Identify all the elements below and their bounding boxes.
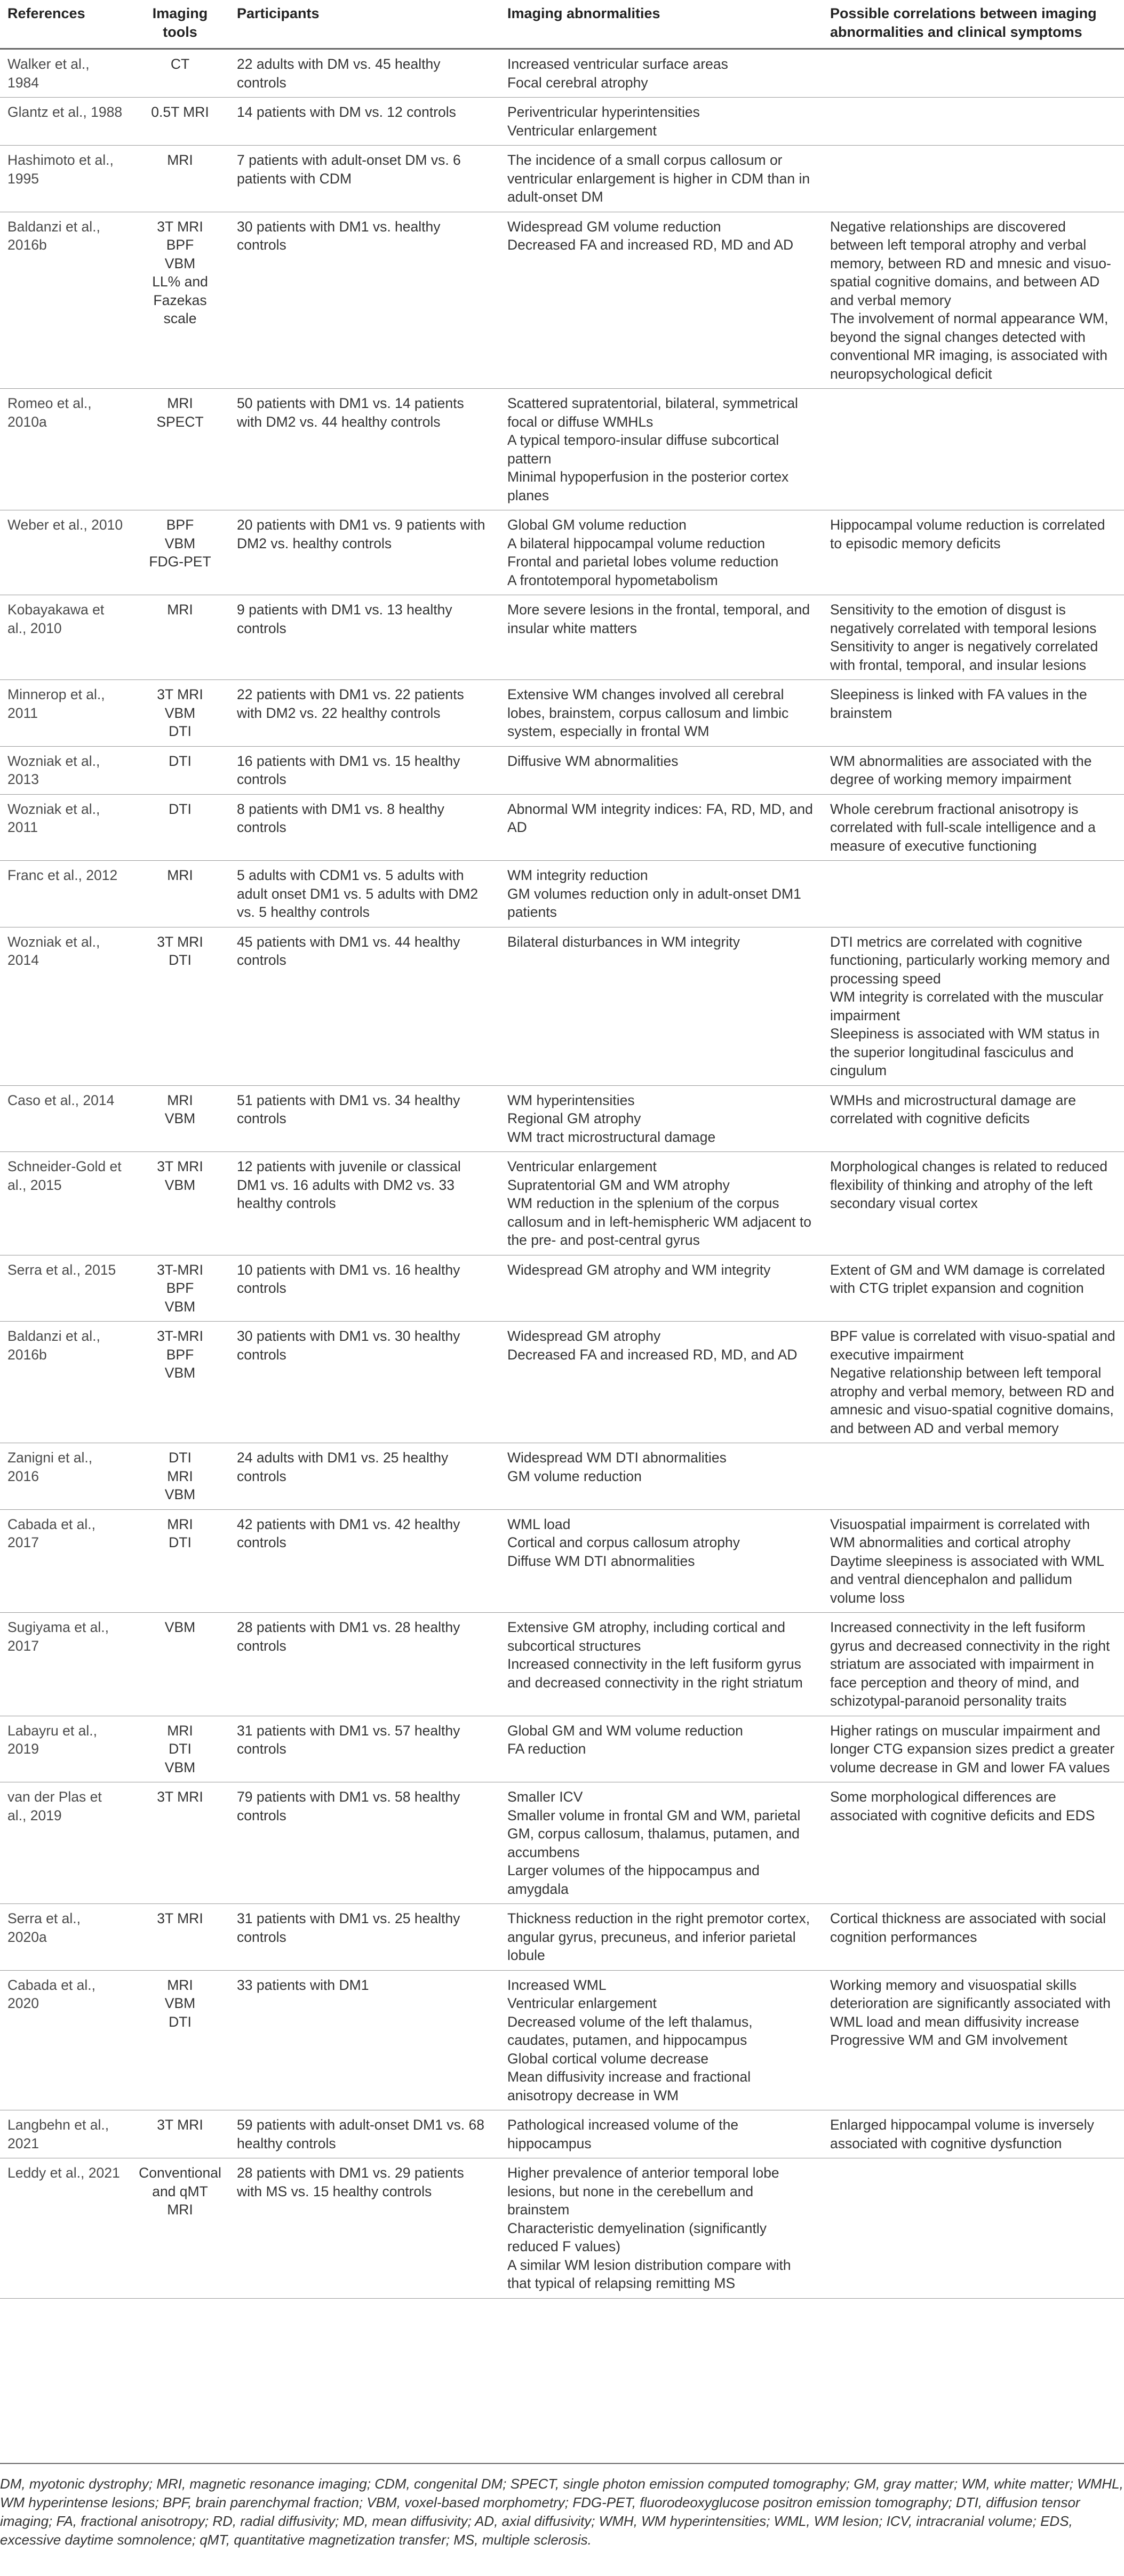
abnormality-item: Pathological increased volume of the hippocampus bbox=[507, 2117, 739, 2151]
table-row bbox=[0, 1255, 1124, 1322]
imaging-tools-cell bbox=[131, 1255, 229, 1322]
imaging-tools-cell bbox=[131, 1085, 229, 1152]
abnormalities-cell bbox=[500, 2158, 823, 2299]
abnormality-item: Scattered supratentorial, bilateral, symmetrical focal or diffuse WMHLs bbox=[507, 395, 798, 430]
abnormality-item: Ventricular enlargement bbox=[507, 1995, 657, 2011]
imaging-tool: 3T-MRI bbox=[157, 1261, 203, 1278]
reference-cell: Caso et al., 2014 bbox=[0, 1085, 131, 1152]
header-correlations: Possible correlations between imaging abnormalities and clinical symptoms bbox=[823, 0, 1124, 49]
abnormality-item: Global GM volume reduction bbox=[507, 517, 687, 533]
imaging-tool: DTI bbox=[169, 952, 192, 968]
correlation-item: Sensitivity to anger is negatively correlated with frontal, temporal, and insular lesions bbox=[830, 638, 1098, 673]
imaging-tools-cell bbox=[131, 2158, 229, 2299]
abnormalities-cell bbox=[500, 1443, 823, 1510]
abnormality-item: Thickness reduction in the right premotor cortex, angular gyrus, precuneus, and inferior parietal lobule bbox=[507, 1910, 810, 1963]
imaging-tool: MRI bbox=[167, 1468, 193, 1484]
participants-cell: 22 patients with DM1 vs. 22 patients with DM2 vs. 22 healthy controls bbox=[229, 680, 500, 747]
participants-cell: 7 patients with adult-onset DM vs. 6 patients with CDM bbox=[229, 146, 500, 212]
imaging-tools-cell bbox=[131, 1904, 229, 1971]
abnormalities-cell bbox=[500, 1255, 823, 1322]
abnormality-item: Extensive GM atrophy, including cortical and subcortical structures bbox=[507, 1619, 785, 1654]
abnormality-item: Cortical and corpus callosum atrophy bbox=[507, 1534, 740, 1550]
reference-cell: Cabada et al., 2020 bbox=[0, 1970, 131, 2110]
abnormalities-cell bbox=[500, 1970, 823, 2110]
reference-cell: Wozniak et al., 2013 bbox=[0, 746, 131, 794]
table-row bbox=[0, 1443, 1124, 1510]
participants-cell: 9 patients with DM1 vs. 13 healthy controls bbox=[229, 595, 500, 680]
imaging-tools-cell bbox=[131, 389, 229, 510]
imaging-tool: CT bbox=[170, 56, 190, 72]
footnote-text: DM, myotonic dystrophy; MRI, magnetic resonance imaging; CDM, congenital DM; SPECT, single photon emission computed tomography; GM, gray matter; WM, white matter; WMHL, WM hyperintense lesions; BPF, brain parenchymal fraction; VBM, voxel-based morphometry; FDG-PET, fluorodeoxyglucose positron emission tomography; DTI, diffusion tensor imaging; FA, fractional anisotropy; RD, radial diffusivity; MD, mean diffusivity; AD, axial diffusivity; WMH, WM hyperintensities; WML, WM lesion; ICV, intracranial volume; EDS, excessive daytime somnolence; qMT, quantitative magnetization transfer; MS, multiple sclerosis. bbox=[0, 2476, 1123, 2548]
imaging-tool: MRI bbox=[167, 602, 193, 618]
correlation-item: Extent of GM and WM damage is correlated with CTG triplet expansion and cognition bbox=[830, 1261, 1105, 1296]
correlation-item: Negative relationships are discovered between left temporal atrophy and verbal memory, between RD and mnesic and visuo-spatial cognitive domains, and between AD and verbal memory bbox=[830, 218, 1111, 308]
reference-cell: Glantz et al., 1988 bbox=[0, 98, 131, 146]
abnormality-item: Ventricular enlargement bbox=[507, 122, 657, 139]
imaging-tools-cell bbox=[131, 746, 229, 794]
abnormality-item: Diffuse WM DTI abnormalities bbox=[507, 1553, 695, 1569]
abnormality-item: Increased connectivity in the left fusiform gyrus and decreased connectivity in the right striatum bbox=[507, 1656, 803, 1691]
participants-cell: 8 patients with DM1 vs. 8 healthy controls bbox=[229, 794, 500, 861]
table-row bbox=[0, 212, 1124, 389]
correlation-item: Progressive WM and GM involvement bbox=[830, 2032, 1067, 2048]
participants-cell: 10 patients with DM1 vs. 16 healthy controls bbox=[229, 1255, 500, 1322]
table-row bbox=[0, 2110, 1124, 2158]
correlation-item: Enlarged hippocampal volume is inversely associated with cognitive dysfunction bbox=[830, 2117, 1094, 2151]
table-row bbox=[0, 1782, 1124, 1904]
abnormalities-cell bbox=[500, 794, 823, 861]
reference-cell: Baldanzi et al., 2016b bbox=[0, 1322, 131, 1443]
imaging-tool: DTI bbox=[169, 1450, 192, 1466]
imaging-tool: 3T MRI bbox=[157, 1158, 203, 1174]
correlations-cell bbox=[823, 2110, 1124, 2158]
participants-cell: 24 adults with DM1 vs. 25 healthy controls bbox=[229, 1443, 500, 1510]
correlations-cell bbox=[823, 1509, 1124, 1613]
participants-cell: 79 patients with DM1 vs. 58 healthy controls bbox=[229, 1782, 500, 1904]
imaging-tool: BPF bbox=[166, 1346, 194, 1363]
imaging-tools-cell bbox=[131, 927, 229, 1085]
correlations-cell bbox=[823, 794, 1124, 861]
reference-cell: Cabada et al., 2017 bbox=[0, 1509, 131, 1613]
imaging-tool: MRI bbox=[167, 1977, 193, 1993]
imaging-tool: VBM bbox=[164, 535, 196, 551]
imaging-tools-cell bbox=[131, 680, 229, 747]
abnormality-item: Higher prevalence of anterior temporal lobe lesions, but none in the cerebellum and brainstem bbox=[507, 2165, 779, 2218]
table-row bbox=[0, 680, 1124, 747]
table-row bbox=[0, 1904, 1124, 1971]
abnormalities-cell bbox=[500, 389, 823, 510]
correlations-cell bbox=[823, 1085, 1124, 1152]
table-row bbox=[0, 861, 1124, 927]
imaging-tools-cell bbox=[131, 1716, 229, 1782]
imaging-tools-cell bbox=[131, 49, 229, 98]
abnormality-item: Widespread WM DTI abnormalities bbox=[507, 1450, 727, 1466]
imaging-tool: MRI bbox=[167, 867, 193, 883]
abnormality-item: Smaller ICV bbox=[507, 1789, 583, 1805]
abnormalities-cell bbox=[500, 746, 823, 794]
header-participants: Participants bbox=[229, 0, 500, 49]
correlations-cell bbox=[823, 1255, 1124, 1322]
correlation-item: Hippocampal volume reduction is correlated to episodic memory deficits bbox=[830, 517, 1105, 551]
abnormalities-cell bbox=[500, 1716, 823, 1782]
abnormality-item: Abnormal WM integrity indices: FA, RD, MD, and AD bbox=[507, 801, 813, 835]
correlation-item: WMHs and microstructural damage are correlated with cognitive deficits bbox=[830, 1092, 1076, 1126]
reference-cell: Serra et al., 2020a bbox=[0, 1904, 131, 1971]
correlation-item: Some morphological differences are associated with cognitive deficits and EDS bbox=[830, 1789, 1095, 1823]
imaging-tool: SPECT bbox=[156, 413, 204, 430]
reference-cell: Schneider-Gold et al., 2015 bbox=[0, 1152, 131, 1255]
table-row bbox=[0, 746, 1124, 794]
imaging-tool: MRI bbox=[167, 1516, 193, 1532]
abnormality-item: GM volumes reduction only in adult-onset DM1 patients bbox=[507, 885, 801, 920]
abnormalities-cell bbox=[500, 1782, 823, 1904]
imaging-tools-cell bbox=[131, 794, 229, 861]
reference-cell: Wozniak et al., 2011 bbox=[0, 794, 131, 861]
correlations-cell bbox=[823, 146, 1124, 212]
abnormality-item: WM integrity reduction bbox=[507, 867, 648, 883]
imaging-tool: 3T MRI bbox=[157, 1910, 203, 1926]
abnormalities-cell bbox=[500, 927, 823, 1085]
table-row bbox=[0, 1716, 1124, 1782]
imaging-tool: BPF bbox=[166, 237, 194, 253]
correlation-item: Whole cerebrum fractional anisotropy is correlated with full-scale intelligence and a measure of executive functioning bbox=[830, 801, 1096, 854]
correlation-item: Sensitivity to the emotion of disgust is negatively correlated with temporal lesions bbox=[830, 602, 1097, 636]
imaging-tool: BPF bbox=[166, 1280, 194, 1296]
correlation-item: Visuospatial impairment is correlated with WM abnormalities and cortical atrophy bbox=[830, 1516, 1090, 1550]
table-row bbox=[0, 49, 1124, 98]
abnormalities-cell bbox=[500, 212, 823, 389]
participants-cell: 30 patients with DM1 vs. healthy controls bbox=[229, 212, 500, 389]
table-header-row bbox=[0, 0, 1124, 49]
imaging-tools-cell bbox=[131, 861, 229, 927]
correlations-cell bbox=[823, 1904, 1124, 1971]
imaging-tool: DTI bbox=[169, 723, 192, 739]
table-row bbox=[0, 146, 1124, 212]
correlation-item: Sleepiness is associated with WM status in the superior longitudinal fasciculus and cingulum bbox=[830, 1026, 1100, 1078]
table-row bbox=[0, 98, 1124, 146]
imaging-tool: 3T MRI bbox=[157, 1789, 203, 1805]
reference-cell: Walker et al., 1984 bbox=[0, 49, 131, 98]
abnormality-item: Ventricular enlargement bbox=[507, 1158, 657, 1174]
abnormalities-cell bbox=[500, 49, 823, 98]
abnormality-item: Focal cerebral atrophy bbox=[507, 74, 648, 91]
abnormality-item: GM volume reduction bbox=[507, 1468, 642, 1484]
table-row bbox=[0, 1322, 1124, 1443]
participants-cell: 30 patients with DM1 vs. 30 healthy controls bbox=[229, 1322, 500, 1443]
table-footnote bbox=[0, 2463, 1124, 2549]
imaging-tools-cell bbox=[131, 1613, 229, 1716]
imaging-tool: VBM bbox=[164, 1177, 196, 1193]
imaging-tool: DTI bbox=[169, 801, 192, 817]
abnormality-item: Widespread GM atrophy bbox=[507, 1328, 661, 1344]
reference-cell: Minnerop et al., 2011 bbox=[0, 680, 131, 747]
reference-cell: Wozniak et al., 2014 bbox=[0, 927, 131, 1085]
table-row bbox=[0, 1085, 1124, 1152]
imaging-tool: DTI bbox=[169, 1741, 192, 1757]
abnormality-item: Supratentorial GM and WM atrophy bbox=[507, 1177, 730, 1193]
table-row bbox=[0, 927, 1124, 1085]
abnormality-item: Characteristic demyelination (significantly reduced F values) bbox=[507, 2220, 767, 2254]
header-references: References bbox=[0, 0, 131, 49]
imaging-tool: VBM bbox=[164, 1619, 196, 1635]
correlation-item: Negative relationship between left temporal atrophy and verbal memory, between RD and amnesic and visuo-spatial cognitive domains, and between AD and verbal memory bbox=[830, 1365, 1114, 1436]
reference-cell: Leddy et al., 2021 bbox=[0, 2158, 131, 2299]
abnormality-item: Widespread GM volume reduction bbox=[507, 218, 721, 235]
abnormalities-cell bbox=[500, 98, 823, 146]
abnormality-item: A typical temporo-insular diffuse subcortical pattern bbox=[507, 432, 779, 467]
imaging-tools-cell bbox=[131, 595, 229, 680]
abnormality-item: Increased WML bbox=[507, 1977, 607, 1993]
imaging-tools-cell bbox=[131, 2110, 229, 2158]
abnormality-item: Larger volumes of the hippocampus and amygdala bbox=[507, 1862, 760, 1897]
table-row bbox=[0, 510, 1124, 595]
abnormalities-cell bbox=[500, 1322, 823, 1443]
correlation-item: Sleepiness is linked with FA values in the brainstem bbox=[830, 686, 1087, 721]
participants-cell: 20 patients with DM1 vs. 9 patients with DM2 vs. healthy controls bbox=[229, 510, 500, 595]
imaging-tool: MRI bbox=[167, 1722, 193, 1739]
imaging-tool: VBM bbox=[164, 1298, 196, 1315]
abnormality-item: Minimal hypoperfusion in the posterior cortex planes bbox=[507, 469, 789, 503]
abnormalities-cell bbox=[500, 680, 823, 747]
correlations-cell bbox=[823, 595, 1124, 680]
correlation-item: BPF value is correlated with visuo-spatial and executive impairment bbox=[830, 1328, 1115, 1363]
abnormalities-cell bbox=[500, 1152, 823, 1255]
abnormality-item: WML load bbox=[507, 1516, 571, 1532]
correlation-item: DTI metrics are correlated with cognitive functioning, particularly working memory and processing speed bbox=[830, 933, 1110, 987]
correlations-cell bbox=[823, 2158, 1124, 2299]
reference-cell: van der Plas et al., 2019 bbox=[0, 1782, 131, 1904]
abnormalities-cell bbox=[500, 1613, 823, 1716]
imaging-tools-cell bbox=[131, 1782, 229, 1904]
participants-cell: 51 patients with DM1 vs. 34 healthy controls bbox=[229, 1085, 500, 1152]
imaging-tool: BPF bbox=[166, 517, 194, 533]
correlation-item: WM integrity is correlated with the muscular impairment bbox=[830, 989, 1104, 1023]
abnormality-item: Widespread GM atrophy and WM integrity bbox=[507, 1261, 771, 1278]
participants-cell: 16 patients with DM1 vs. 15 healthy controls bbox=[229, 746, 500, 794]
abnormality-item: WM hyperintensities bbox=[507, 1092, 635, 1108]
correlations-cell bbox=[823, 746, 1124, 794]
participants-cell: 5 adults with CDM1 vs. 5 adults with adult onset DM1 vs. 5 adults with DM2 vs. 5 healthy controls bbox=[229, 861, 500, 927]
abnormalities-cell bbox=[500, 595, 823, 680]
abnormality-item: Global cortical volume decrease bbox=[507, 2050, 709, 2067]
imaging-tool: 3T-MRI bbox=[157, 1328, 203, 1344]
abnormality-item: A similar WM lesion distribution compare with that typical of relapsing remitting MS bbox=[507, 2257, 791, 2291]
correlations-cell bbox=[823, 1613, 1124, 1716]
reference-cell: Franc et al., 2012 bbox=[0, 861, 131, 927]
imaging-tool: MRI bbox=[167, 1092, 193, 1108]
imaging-tools-cell bbox=[131, 1152, 229, 1255]
abnormality-item: Bilateral disturbances in WM integrity bbox=[507, 933, 740, 950]
reference-cell: Baldanzi et al., 2016b bbox=[0, 212, 131, 389]
imaging-tool: FDG-PET bbox=[149, 554, 211, 570]
abnormality-item: Decreased FA and increased RD, MD, and AD bbox=[507, 1346, 798, 1363]
participants-cell: 59 patients with adult-onset DM1 vs. 68 healthy controls bbox=[229, 2110, 500, 2158]
abnormality-item: Periventricular hyperintensities bbox=[507, 104, 700, 120]
imaging-tool: 3T MRI bbox=[157, 2117, 203, 2133]
imaging-tool: 3T MRI bbox=[157, 686, 203, 702]
participants-cell: 42 patients with DM1 vs. 42 healthy controls bbox=[229, 1509, 500, 1613]
table-row bbox=[0, 1613, 1124, 1716]
correlations-cell bbox=[823, 1716, 1124, 1782]
reference-cell: Kobayakawa et al., 2010 bbox=[0, 595, 131, 680]
imaging-tool: VBM bbox=[164, 705, 196, 721]
imaging-tools-cell bbox=[131, 1322, 229, 1443]
reference-cell: Langbehn et al., 2021 bbox=[0, 2110, 131, 2158]
imaging-tool: VBM bbox=[164, 255, 196, 271]
abnormalities-cell bbox=[500, 1085, 823, 1152]
correlation-item: Working memory and visuospatial skills deterioration are significantly associated with WML load and mean diffusivity increase bbox=[830, 1977, 1111, 2030]
abnormality-item: Mean diffusivity increase and fractional anisotropy decrease in WM bbox=[507, 2069, 751, 2103]
correlation-item: Increased connectivity in the left fusiform gyrus and decreased connectivity in the right striatum are associated with impairment in face perception and theory of mind, and schizotypal-paranoid personality traits bbox=[830, 1619, 1110, 1709]
imaging-tool: 0.5T MRI bbox=[151, 104, 209, 120]
correlations-cell bbox=[823, 212, 1124, 389]
correlations-cell bbox=[823, 389, 1124, 510]
imaging-tools-cell bbox=[131, 98, 229, 146]
reference-cell: Zanigni et al., 2016 bbox=[0, 1443, 131, 1510]
abnormalities-cell bbox=[500, 1509, 823, 1613]
correlations-cell bbox=[823, 510, 1124, 595]
participants-cell: 31 patients with DM1 vs. 25 healthy controls bbox=[229, 1904, 500, 1971]
abnormality-item: WM tract microstructural damage bbox=[507, 1129, 716, 1145]
participants-cell: 45 patients with DM1 vs. 44 healthy controls bbox=[229, 927, 500, 1085]
participants-cell: 31 patients with DM1 vs. 57 healthy controls bbox=[229, 1716, 500, 1782]
abnormalities-cell bbox=[500, 2110, 823, 2158]
correlation-item: Morphological changes is related to reduced flexibility of thinking and atrophy of the left secondary visual cortex bbox=[830, 1158, 1108, 1211]
abnormality-item: FA reduction bbox=[507, 1741, 586, 1757]
correlation-item: Cortical thickness are associated with social cognition performances bbox=[830, 1910, 1106, 1945]
abnormality-item: Global GM and WM volume reduction bbox=[507, 1722, 743, 1739]
correlation-item: Higher ratings on muscular impairment and longer CTG expansion sizes predict a greater volume decrease in GM and lower FA values bbox=[830, 1722, 1115, 1775]
abnormality-item: Increased ventricular surface areas bbox=[507, 56, 728, 72]
imaging-tool: DTI bbox=[169, 1534, 192, 1550]
participants-cell: 28 patients with DM1 vs. 29 patients with MS vs. 15 healthy controls bbox=[229, 2158, 500, 2299]
imaging-tools-cell bbox=[131, 510, 229, 595]
reference-cell: Romeo et al., 2010a bbox=[0, 389, 131, 510]
table-row bbox=[0, 595, 1124, 680]
correlation-item: WM abnormalities are associated with the degree of working memory impairment bbox=[830, 753, 1092, 787]
imaging-tools-cell bbox=[131, 1509, 229, 1613]
imaging-tool: VBM bbox=[164, 1759, 196, 1775]
imaging-tool: VBM bbox=[164, 1365, 196, 1381]
abnormalities-cell bbox=[500, 146, 823, 212]
table-row bbox=[0, 1509, 1124, 1613]
abnormality-item: Extensive WM changes involved all cerebral lobes, brainstem, corpus callosum and limbic system, especially in frontal WM bbox=[507, 686, 789, 739]
abnormality-item: Decreased volume of the left thalamus, caudates, putamen, and hippocampus bbox=[507, 2013, 753, 2048]
imaging-tools-cell bbox=[131, 212, 229, 389]
reference-cell: Sugiyama et al., 2017 bbox=[0, 1613, 131, 1716]
correlations-cell bbox=[823, 49, 1124, 98]
abnormality-item: Regional GM atrophy bbox=[507, 1110, 641, 1126]
correlation-item: Daytime sleepiness is associated with WML and ventral diencephalon and pallidum volume loss bbox=[830, 1553, 1104, 1606]
correlations-cell bbox=[823, 1782, 1124, 1904]
header-imaging-abnormalities: Imaging abnormalities bbox=[500, 0, 823, 49]
correlations-cell bbox=[823, 927, 1124, 1085]
imaging-tool: 3T MRI bbox=[157, 218, 203, 235]
reference-cell: Hashimoto et al., 1995 bbox=[0, 146, 131, 212]
table-row bbox=[0, 2158, 1124, 2299]
imaging-tool: VBM bbox=[164, 1995, 196, 2011]
abnormalities-cell bbox=[500, 1904, 823, 1971]
reference-cell: Serra et al., 2015 bbox=[0, 1255, 131, 1322]
correlations-cell bbox=[823, 98, 1124, 146]
participants-cell: 28 patients with DM1 vs. 28 healthy controls bbox=[229, 1613, 500, 1716]
correlations-cell bbox=[823, 1322, 1124, 1443]
participants-cell: 14 patients with DM vs. 12 controls bbox=[229, 98, 500, 146]
correlations-cell bbox=[823, 1970, 1124, 2110]
participants-cell: 33 patients with DM1 bbox=[229, 1970, 500, 2110]
reference-cell: Labayru et al., 2019 bbox=[0, 1716, 131, 1782]
participants-cell: 12 patients with juvenile or classical DM1 vs. 16 adults with DM2 vs. 33 healthy controls bbox=[229, 1152, 500, 1255]
imaging-tool: DTI bbox=[169, 2013, 192, 2030]
participants-cell: 50 patients with DM1 vs. 14 patients with DM2 vs. 44 healthy controls bbox=[229, 389, 500, 510]
table-row bbox=[0, 794, 1124, 861]
abnormality-item: Decreased FA and increased RD, MD and AD bbox=[507, 237, 794, 253]
abnormality-item: A frontotemporal hypometabolism bbox=[507, 572, 718, 588]
header-imaging-tools: Imaging tools bbox=[131, 0, 229, 49]
abnormality-item: Frontal and parietal lobes volume reduction bbox=[507, 554, 779, 570]
abnormalities-cell bbox=[500, 510, 823, 595]
correlations-cell bbox=[823, 1443, 1124, 1510]
imaging-tool: LL% and Fazekas scale bbox=[152, 274, 208, 326]
imaging-tool: MRI bbox=[167, 395, 193, 411]
table-row bbox=[0, 1970, 1124, 2110]
reference-cell: Weber et al., 2010 bbox=[0, 510, 131, 595]
table-row bbox=[0, 389, 1124, 510]
abnormality-item: More severe lesions in the frontal, temporal, and insular white matters bbox=[507, 602, 810, 636]
abnormality-item: Diffusive WM abnormalities bbox=[507, 753, 679, 769]
correlations-cell bbox=[823, 1152, 1124, 1255]
imaging-tools-cell bbox=[131, 1970, 229, 2110]
abnormality-item: The incidence of a small corpus callosum or ventricular enlargement is higher in CDM than in adult-onset DM bbox=[507, 152, 810, 205]
abnormalities-cell bbox=[500, 861, 823, 927]
table-body bbox=[0, 49, 1124, 2299]
abnormality-item: A bilateral hippocampal volume reduction bbox=[507, 535, 766, 551]
imaging-tool: VBM bbox=[164, 1486, 196, 1502]
abnormality-item: Smaller volume in frontal GM and WM, parietal GM, corpus callosum, thalamus, putamen, and accumbens bbox=[507, 1807, 801, 1860]
imaging-tool: MRI bbox=[167, 152, 193, 168]
abnormality-item: WM reduction in the splenium of the corpus callosum and in left-hemispheric WM adjacent to the pre- and post-central gyrus bbox=[507, 1195, 811, 1248]
imaging-tools-cell bbox=[131, 146, 229, 212]
imaging-tool: VBM bbox=[164, 1110, 196, 1126]
correlations-cell bbox=[823, 861, 1124, 927]
participants-cell: 22 adults with DM vs. 45 healthy controls bbox=[229, 49, 500, 98]
imaging-tool: 3T MRI bbox=[157, 933, 203, 950]
table-row bbox=[0, 1152, 1124, 1255]
imaging-tools-cell bbox=[131, 1443, 229, 1510]
correlation-item: The involvement of normal appearance WM, beyond the signal changes detected with conventional MR imaging, is associated with neuropsychological deficit bbox=[830, 310, 1109, 382]
correlations-cell bbox=[823, 680, 1124, 747]
imaging-tool: Conventional and qMT MRI bbox=[139, 2165, 221, 2218]
imaging-tool: DTI bbox=[169, 753, 192, 769]
